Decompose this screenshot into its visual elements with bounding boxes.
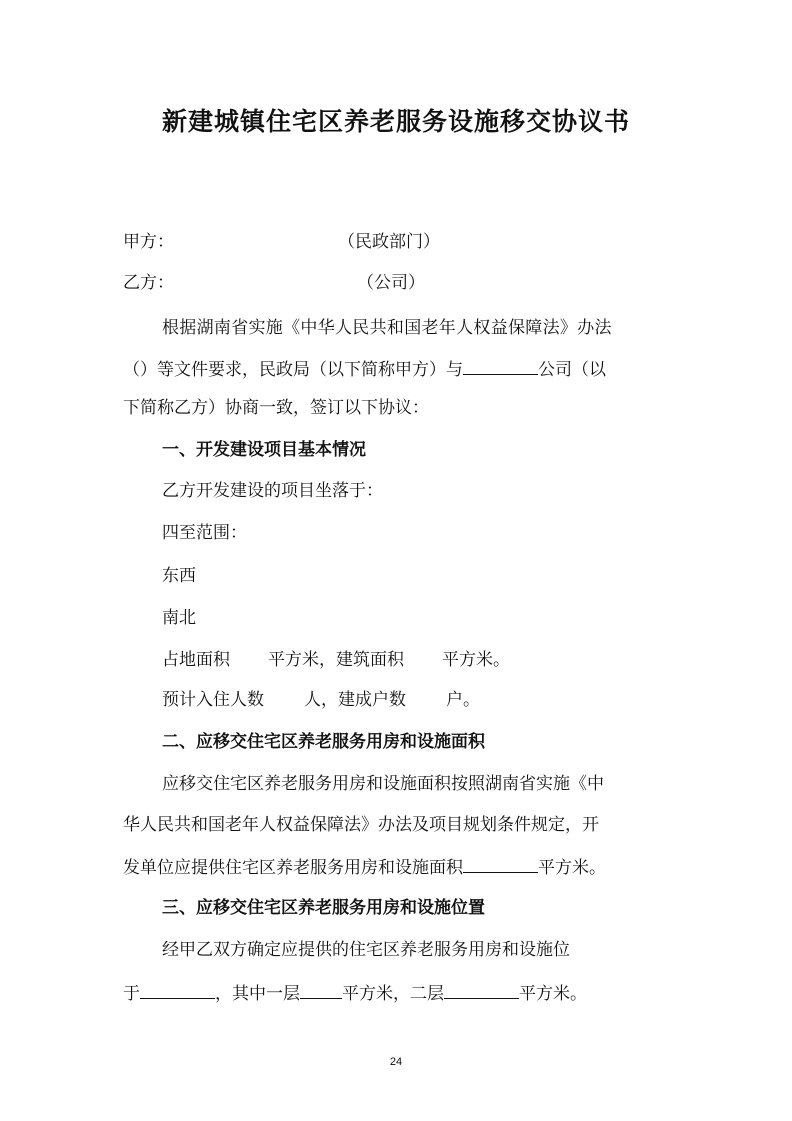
document-title: 新建城镇住宅区养老服务设施移交协议书 (161, 107, 630, 136)
residents-label: 预计入住人数 (162, 690, 264, 710)
households-label: 人，建成户数 (304, 690, 406, 710)
location-label: 于 (123, 984, 140, 1004)
party-a-line (123, 232, 174, 252)
section-2-line-1: 应移交住宅区养老服务用房和设施面积按照湖南省实施《中 (162, 774, 604, 794)
second-floor-label: 平方米，二层 (342, 984, 444, 1004)
area-unit: 平方米。 (442, 650, 510, 670)
section-2-line-3 (123, 856, 606, 878)
building-area-label: 平方米，建筑面积 (268, 650, 404, 670)
party-b-label: 乙方： (123, 273, 174, 293)
intro-line-2-text-a: （）等文件要求，民政局（以下简称甲方）与 (123, 360, 463, 380)
first-floor-blank (300, 982, 342, 999)
party-a-note: （民政部门） (338, 232, 440, 252)
intro-line-2-text-b: 公司（以 (538, 360, 606, 380)
party-a-label: 甲方： (123, 232, 174, 252)
households-unit: 户。 (446, 690, 480, 710)
section-1-heading: 一、开发建设项目基本情况 (162, 440, 366, 460)
intro-line-1: 根据湖南省实施《中华人民共和国老年人权益保障法》办法 (162, 318, 612, 338)
project-scope: 四至范围： (162, 523, 247, 543)
section-3-heading: 三、应移交住宅区养老服务用房和设施位置 (162, 898, 485, 918)
project-location: 乙方开发建设的项目坐落于： (162, 481, 383, 501)
residents-line (162, 690, 480, 710)
second-floor-blank (444, 982, 519, 999)
intro-line-3: 下简称乙方）协商一致，签订以下协议： (123, 398, 429, 418)
land-area-label: 占地面积 (162, 650, 230, 670)
party-b-note: （公司） (357, 273, 425, 293)
first-floor-label: ，其中一层 (215, 984, 300, 1004)
boundary-south-north: 南北 (162, 608, 196, 628)
section-2-line-2: 华人民共和国老年人权益保障法》办法及项目规划条件规定，开 (123, 815, 599, 835)
section-3-line-2 (123, 982, 587, 1004)
section-3-line-1: 经甲乙双方确定应提供的住宅区养老服务用房和设施位 (162, 940, 570, 960)
facility-area-unit: 平方米。 (538, 858, 606, 878)
facility-area-blank (463, 856, 538, 873)
facility-area-label: 发单位应提供住宅区养老服务用房和设施面积 (123, 858, 463, 878)
intro-line-2 (123, 358, 606, 380)
party-b-line (123, 273, 174, 293)
page-number: 24 (389, 1056, 403, 1068)
area-line (162, 650, 510, 670)
second-floor-unit: 平方米。 (519, 984, 587, 1004)
location-blank (140, 982, 215, 999)
section-2-heading: 二、应移交住宅区养老服务用房和设施面积 (162, 732, 485, 752)
partner-company-blank (463, 358, 538, 375)
boundary-east-west: 东西 (162, 566, 196, 586)
